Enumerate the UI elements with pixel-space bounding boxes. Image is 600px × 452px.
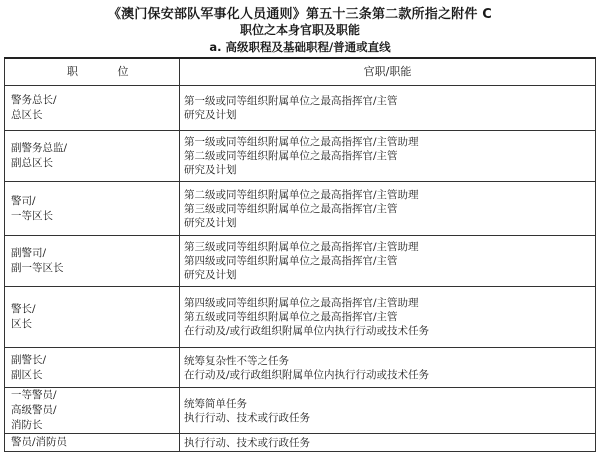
duty-line: 研究及计划 (184, 269, 237, 281)
duty-line: 第一级或同等组织附属单位之最高指挥官/主管 (184, 95, 398, 107)
position-line: 副警司/ (11, 247, 47, 259)
table-row (5, 434, 596, 452)
table-header-row (5, 58, 596, 86)
position-line: 警员/消防员 (11, 436, 68, 448)
duty-line: 第二级或同等组织附属单位之最高指挥官/主管助理 (184, 188, 419, 201)
duties-cell (180, 287, 596, 348)
position-line: 警长/ (11, 303, 36, 315)
duty-line: 研究及计划 (184, 164, 237, 176)
position-cell (5, 86, 180, 131)
position-line: 副总区长 (11, 157, 53, 169)
duty-line: 研究及计划 (184, 109, 237, 121)
duties-cell (180, 434, 596, 452)
duty-line: 第三级或同等组织附属单位之最高指挥官/主管 (184, 202, 398, 215)
table-row (5, 86, 596, 131)
position-cell (5, 388, 180, 434)
position-line: 警司/ (11, 194, 36, 207)
duty-line: 第二级或同等组织附属单位之最高指挥官/主管 (184, 150, 398, 162)
section-heading: a. 高级职程及基础职程/普通或直线 (209, 40, 391, 54)
duties-cell (180, 348, 596, 388)
position-line: 一等警员/ (11, 389, 57, 401)
duty-line: 执行行动、技术或行政任务 (184, 436, 310, 449)
position-line: 一等区长 (11, 209, 53, 222)
position-line: 消防长 (11, 419, 43, 431)
position-line: 副区长 (11, 368, 43, 381)
duty-line: 在行动及/或行政组织附属单位内执行行动或技术任务 (184, 368, 430, 381)
position-line: 总区长 (11, 109, 43, 121)
duties-cell (180, 182, 596, 236)
position-line: 高级警员/ (11, 404, 57, 416)
table-row (5, 236, 596, 287)
position-line: 副一等区长 (11, 262, 64, 274)
duty-line: 统筹复杂性不等之任务 (184, 354, 289, 367)
duty-line: 统筹简单任务 (184, 397, 247, 410)
table-row (5, 287, 596, 348)
position-cell (5, 287, 180, 348)
position-column-header: 职 位 (5, 58, 180, 86)
document-title: 《澳门保安部队军事化人员通则》第五十三条第二款所指之附件 C (107, 7, 493, 22)
position-line: 警务总长/ (11, 94, 57, 106)
duties-cell (180, 236, 596, 287)
position-cell (5, 131, 180, 182)
position-cell (5, 182, 180, 236)
duties-column-header: 官职/职能 (180, 58, 596, 86)
position-line: 副警务总监/ (11, 142, 68, 154)
table-row (5, 182, 596, 236)
table-row (5, 348, 596, 388)
position-cell (5, 236, 180, 287)
duty-line: 第四级或同等组织附属单位之最高指挥官/主管 (184, 255, 398, 267)
duty-line: 研究及计划 (184, 216, 237, 229)
duty-line: 执行行动、技术或行政任务 (184, 411, 310, 424)
duty-line: 第三级或同等组织附属单位之最高指挥官/主管助理 (184, 241, 419, 253)
duties-cell (180, 388, 596, 434)
position-cell (5, 434, 180, 452)
position-line: 区长 (11, 318, 32, 330)
duties-table (4, 57, 596, 452)
duties-cell (180, 86, 596, 131)
position-cell (5, 348, 180, 388)
table-row (5, 131, 596, 182)
position-line: 副警长/ (11, 353, 47, 366)
duties-cell (180, 131, 596, 182)
document-subtitle: 职位之本身官职及职能 (239, 23, 360, 37)
duty-line: 第五级或同等组织附属单位之最高指挥官/主管 (184, 311, 398, 323)
table-row (5, 388, 596, 434)
duty-line: 第一级或同等组织附属单位之最高指挥官/主管助理 (184, 136, 419, 148)
duty-line: 在行动及/或行政组织附属单位内执行行动或技术任务 (184, 325, 430, 337)
duty-line: 第四级或同等组织附属单位之最高指挥官/主管助理 (184, 297, 419, 309)
